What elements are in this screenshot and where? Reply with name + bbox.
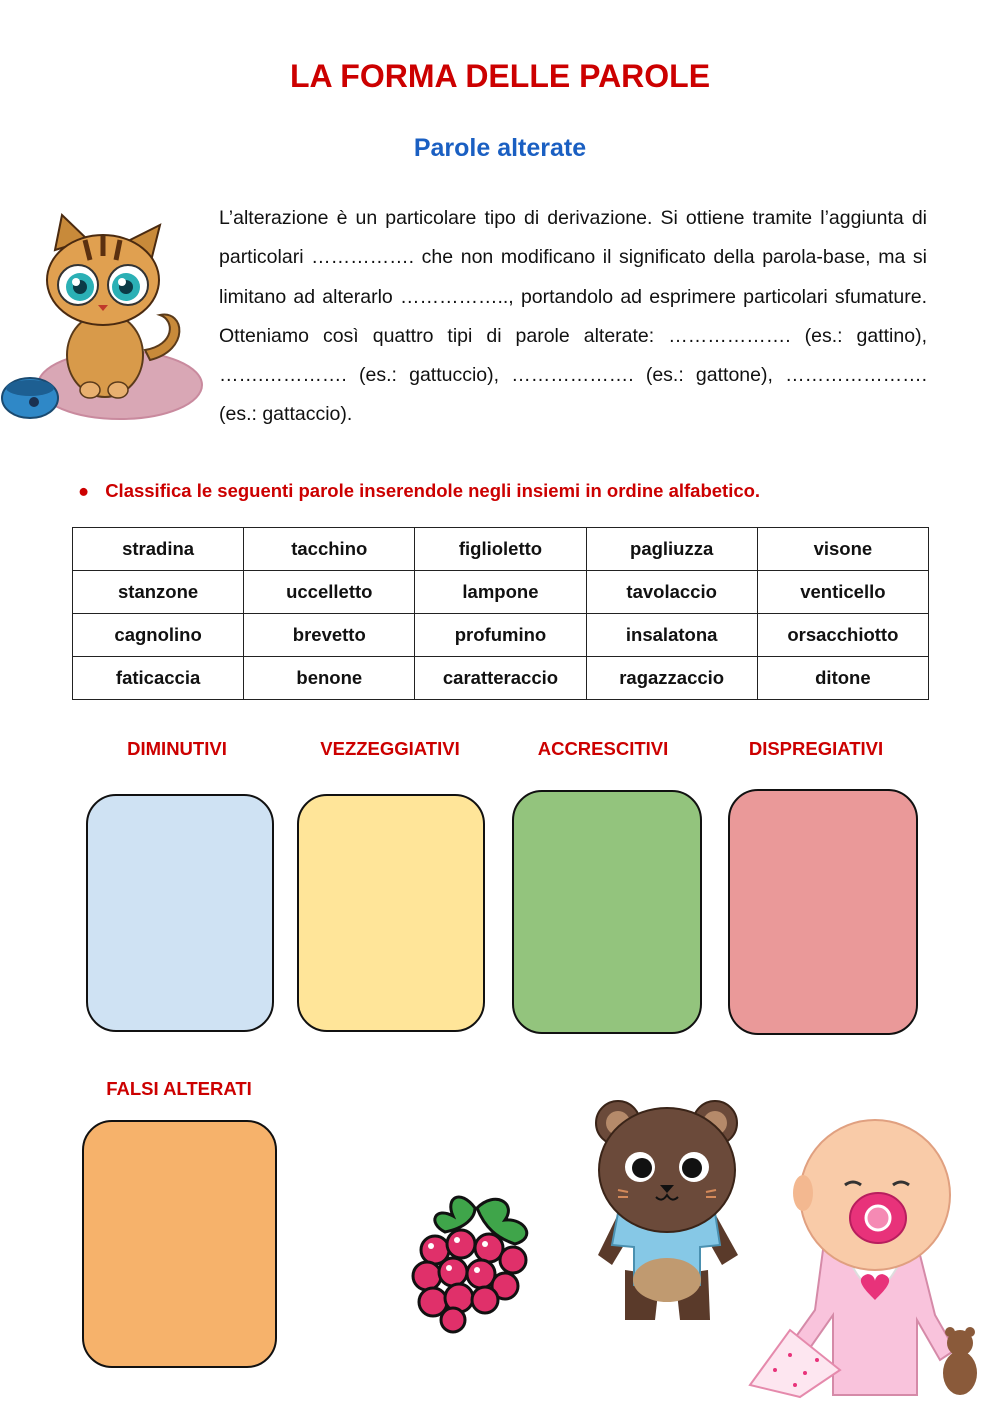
table-cell: stradina	[73, 528, 244, 571]
table-cell: lampone	[415, 571, 586, 614]
table-row	[73, 571, 929, 614]
page-title: LA FORMA DELLE PAROLE	[289, 58, 711, 94]
table-row	[73, 614, 929, 657]
raspberry-icon	[405, 1188, 545, 1330]
word-table	[72, 527, 929, 700]
teddy-bear-icon	[590, 1095, 745, 1330]
table-cell: ditone	[757, 657, 928, 700]
table-row	[73, 528, 929, 571]
table-cell: brevetto	[244, 614, 415, 657]
table-cell: insalatona	[586, 614, 757, 657]
box-dispregiativi[interactable]	[728, 789, 918, 1035]
box-vezzeggiativi[interactable]	[297, 794, 485, 1032]
table-cell: ragazzaccio	[586, 657, 757, 700]
box-diminutivi[interactable]	[86, 794, 274, 1032]
intro-paragraph: L’alterazione è un particolare tipo di derivazione. Si ottiene tramite l’aggiunta di particolari ……………. che non modificano il significato della parola-base, ma si limitano ad alterarlo …………….., portandolo ad esprimere particolari sfumature. Otteniamo così quattro tipi di parole alterate: ………………. (es.: gattino), …….…………. (es.: gattuccio), ………………. (es.: gattone), …………………. (es.: gattaccio).	[219, 207, 927, 426]
bullet-icon: ●	[78, 480, 90, 501]
label-vezzeggiativi: VEZZEGGIATIVI	[320, 738, 460, 759]
label-dispregiativi: DISPREGIATIVI	[748, 738, 884, 759]
page-subtitle: Parole alterate	[413, 134, 587, 162]
box-accrescitivi[interactable]	[512, 790, 702, 1034]
label-diminutivi: DIMINUTIVI	[127, 738, 227, 759]
label-falsi-alterati: FALSI ALTERATI	[106, 1078, 252, 1099]
baby-icon	[745, 1115, 990, 1400]
table-cell: profumino	[415, 614, 586, 657]
table-cell: benone	[244, 657, 415, 700]
table-cell: faticaccia	[73, 657, 244, 700]
kitten-icon	[0, 210, 205, 430]
table-cell: figlioletto	[415, 528, 586, 571]
label-accrescitivi: ACCRESCITIVI	[537, 738, 669, 759]
table-row	[73, 657, 929, 700]
table-cell: uccelletto	[244, 571, 415, 614]
instruction-text: Classifica le seguenti parole inserendole negli insiemi in ordine alfabetico.	[105, 480, 761, 501]
table-cell: cagnolino	[73, 614, 244, 657]
table-cell: visone	[757, 528, 928, 571]
box-falsi-alterati[interactable]	[82, 1120, 277, 1368]
table-cell: tacchino	[244, 528, 415, 571]
table-cell: orsacchiotto	[757, 614, 928, 657]
table-cell: caratteraccio	[415, 657, 586, 700]
table-cell: tavolaccio	[586, 571, 757, 614]
table-cell: venticello	[757, 571, 928, 614]
table-cell: pagliuzza	[586, 528, 757, 571]
instruction	[78, 480, 760, 502]
table-cell: stanzone	[73, 571, 244, 614]
